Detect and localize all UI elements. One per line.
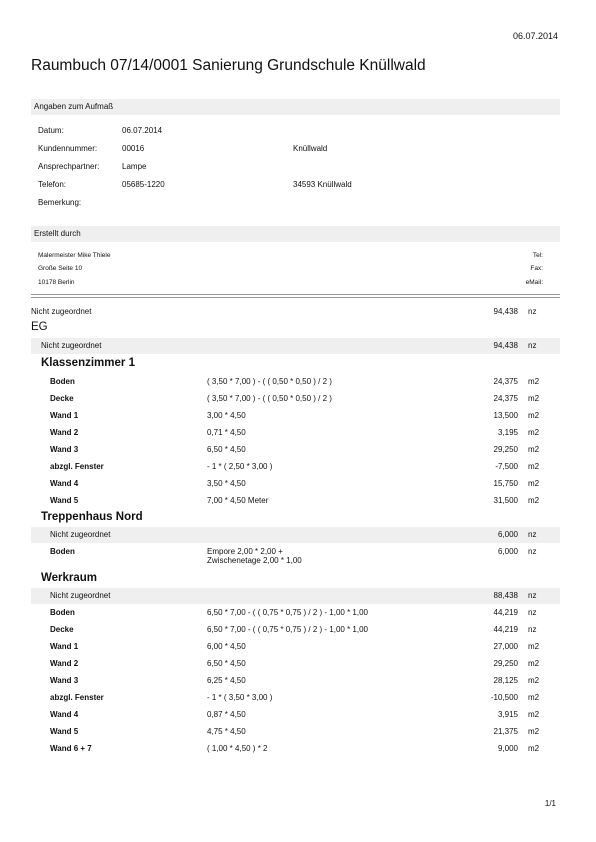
- row-label: Wand 4: [50, 710, 79, 719]
- row-label: abzgl. Fenster: [50, 693, 104, 702]
- creator-fax-label: Fax:: [530, 265, 543, 272]
- row-label: Wand 2: [50, 428, 79, 437]
- treppe-boden-formula-line1: Empore 2,00 * 2,00 +: [207, 547, 283, 556]
- row-label: Wand 3: [50, 445, 79, 454]
- measurement-row: [31, 741, 560, 757]
- row-value: -10,500: [490, 693, 518, 702]
- measurement-row: [31, 391, 560, 407]
- row-unit: m2: [528, 428, 540, 437]
- section-erstellt-heading: Erstellt durch: [31, 226, 560, 242]
- ansprech-label: Ansprechpartner:: [38, 162, 100, 171]
- row-label: abzgl. Fenster: [50, 462, 104, 471]
- row-unit: m2: [528, 496, 540, 505]
- room-title: Werkraum: [41, 572, 98, 584]
- row-label: Decke: [50, 394, 74, 403]
- werk-nz-value: 88,438: [493, 591, 518, 600]
- row-formula: 0,87 * 4,50: [207, 710, 246, 719]
- row-label: Boden: [50, 608, 75, 617]
- datum-value: 06.07.2014: [122, 126, 163, 135]
- kunde-ort: Knüllwald: [293, 144, 328, 153]
- ansprech-value: Lampe: [122, 162, 147, 171]
- row-formula: 3,00 * 4,50: [207, 411, 246, 420]
- measurement-row: [31, 656, 560, 672]
- divider: [31, 297, 560, 298]
- row-unit: m2: [528, 693, 540, 702]
- treppe-nz-label: Nicht zugeordnet: [50, 530, 111, 539]
- row-value: 24,375: [493, 377, 518, 386]
- telefon-value: 05685-1220: [122, 180, 165, 189]
- row-unit: m2: [528, 642, 540, 651]
- treppe-boden-unit: nz: [528, 547, 537, 556]
- summary-unit: nz: [528, 307, 537, 316]
- document-title: Raumbuch 07/14/0001 Sanierung Grundschule Knüllwald: [31, 57, 426, 74]
- row-formula: 6,50 * 7,00 - ( ( 0,75 * 0,75 ) / 2 ) - 1,00 * 1,00: [207, 625, 368, 634]
- row-value: 28,125: [493, 676, 518, 685]
- room-title: Treppenhaus Nord: [41, 511, 143, 523]
- measurement-row: [31, 442, 560, 458]
- measurement-row: [31, 605, 560, 621]
- row-unit: m2: [528, 727, 540, 736]
- creator-email-label: eMail:: [525, 279, 543, 286]
- treppe-nz-row: [31, 527, 560, 543]
- measurement-row: [31, 622, 560, 638]
- row-value: 27,000: [493, 642, 518, 651]
- creator-name: Malermeister Mike Thiele: [38, 252, 111, 259]
- row-formula: - 1 * ( 2,50 * 3,00 ): [207, 462, 273, 471]
- treppe-boden-value: 6,000: [497, 547, 518, 556]
- row-value: 15,750: [493, 479, 518, 488]
- floor-title: EG: [31, 321, 48, 333]
- row-formula: 3,50 * 4,50: [207, 479, 246, 488]
- row-unit: m2: [528, 377, 540, 386]
- creator-street: Große Seite 10: [38, 265, 83, 272]
- row-formula: 0,71 * 4,50: [207, 428, 246, 437]
- measurement-row: [31, 476, 560, 492]
- row-formula: 4,75 * 4,50: [207, 727, 246, 736]
- eg-nz-value: 94,438: [493, 341, 518, 350]
- summary-value: 94,438: [493, 307, 518, 316]
- row-value: 3,195: [497, 428, 518, 437]
- treppe-boden-formula-line2: Zwischenetage 2,00 * 1,00: [207, 556, 302, 565]
- section-aufmass-heading: Angaben zum Aufmaß: [31, 99, 560, 115]
- row-formula: ( 3,50 * 7,00 ) - ( ( 0,50 * 0,50 ) / 2 ): [207, 377, 332, 386]
- treppe-nz-unit: nz: [528, 530, 537, 539]
- row-unit: m2: [528, 411, 540, 420]
- row-unit: m2: [528, 710, 540, 719]
- werk-nz-row: [31, 588, 560, 604]
- treppe-boden-row: [31, 544, 560, 572]
- divider: [31, 294, 560, 295]
- row-label: Wand 1: [50, 411, 79, 420]
- row-formula: 6,50 * 7,00 - ( ( 0,75 * 0,75 ) / 2 ) - 1,00 * 1,00: [207, 608, 368, 617]
- kunde-label: Kundennummer:: [38, 144, 98, 153]
- treppe-nz-value: 6,000: [497, 530, 518, 539]
- row-value: 29,250: [493, 445, 518, 454]
- summary-label: Nicht zugeordnet: [31, 307, 92, 316]
- measurement-row: [31, 639, 560, 655]
- row-formula: 6,25 * 4,50: [207, 676, 246, 685]
- row-unit: nz: [528, 625, 537, 634]
- werk-nz-label: Nicht zugeordnet: [50, 591, 111, 600]
- row-formula: 6,00 * 4,50: [207, 642, 246, 651]
- werk-nz-unit: nz: [528, 591, 537, 600]
- row-label: Decke: [50, 625, 74, 634]
- row-value: 44,219: [493, 608, 518, 617]
- room-title: Klassenzimmer 1: [41, 357, 135, 369]
- row-unit: m2: [528, 659, 540, 668]
- datum-label: Datum:: [38, 126, 64, 135]
- row-label: Wand 2: [50, 659, 79, 668]
- bemerkung-label: Bemerkung:: [38, 198, 82, 207]
- row-label: Wand 6 + 7: [50, 744, 92, 753]
- row-formula: ( 3,50 * 7,00 ) - ( ( 0,50 * 0,50 ) / 2 ): [207, 394, 332, 403]
- summary-row: [31, 304, 560, 320]
- row-value: 29,250: [493, 659, 518, 668]
- row-label: Boden: [50, 377, 75, 386]
- treppe-boden-label: Boden: [50, 547, 75, 556]
- measurement-row: [31, 459, 560, 475]
- row-label: Wand 4: [50, 479, 79, 488]
- treppe-boden-formula: [207, 544, 302, 565]
- row-value: 24,375: [493, 394, 518, 403]
- kunde-value: 00016: [122, 144, 145, 153]
- measurement-row: [31, 408, 560, 424]
- measurement-row: [31, 724, 560, 740]
- creator-tel-label: Tel:: [532, 252, 543, 259]
- measurement-row: [31, 493, 560, 509]
- measurement-row: [31, 374, 560, 390]
- row-value: -7,500: [495, 462, 518, 471]
- row-value: 3,915: [497, 710, 518, 719]
- eg-nz-label: Nicht zugeordnet: [41, 341, 102, 350]
- row-label: Wand 5: [50, 727, 79, 736]
- row-value: 44,219: [493, 625, 518, 634]
- row-formula: - 1 * ( 3,50 * 3,00 ): [207, 693, 273, 702]
- creator-city: 10178 Berlin: [38, 279, 75, 286]
- plz-ort: 34593 Knüllwald: [293, 180, 352, 189]
- row-unit: m2: [528, 394, 540, 403]
- row-unit: m2: [528, 462, 540, 471]
- row-value: 9,000: [497, 744, 518, 753]
- measurement-row: [31, 425, 560, 441]
- row-label: Wand 1: [50, 642, 79, 651]
- row-label: Wand 5: [50, 496, 79, 505]
- eg-nz-row: [31, 338, 560, 354]
- telefon-label: Telefon:: [38, 180, 67, 189]
- eg-nz-unit: nz: [528, 341, 537, 350]
- row-value: 13,500: [493, 411, 518, 420]
- measurement-row: [31, 690, 560, 706]
- row-value: 21,375: [493, 727, 518, 736]
- row-unit: m2: [528, 676, 540, 685]
- page-number: 1/1: [544, 799, 556, 808]
- row-unit: m2: [528, 744, 540, 753]
- row-unit: m2: [528, 479, 540, 488]
- row-formula: 6,50 * 4,50: [207, 659, 246, 668]
- row-formula: 6,50 * 4,50: [207, 445, 246, 454]
- row-unit: m2: [528, 445, 540, 454]
- measurement-row: [31, 673, 560, 689]
- measurement-row: [31, 707, 560, 723]
- row-formula: ( 1,00 * 4,50 ) * 2: [207, 744, 268, 753]
- row-value: 31,500: [493, 496, 518, 505]
- print-date: 06.07.2014: [512, 31, 558, 41]
- row-label: Wand 3: [50, 676, 79, 685]
- row-formula: 7,00 * 4,50 Meter: [207, 496, 269, 505]
- row-unit: nz: [528, 608, 537, 617]
